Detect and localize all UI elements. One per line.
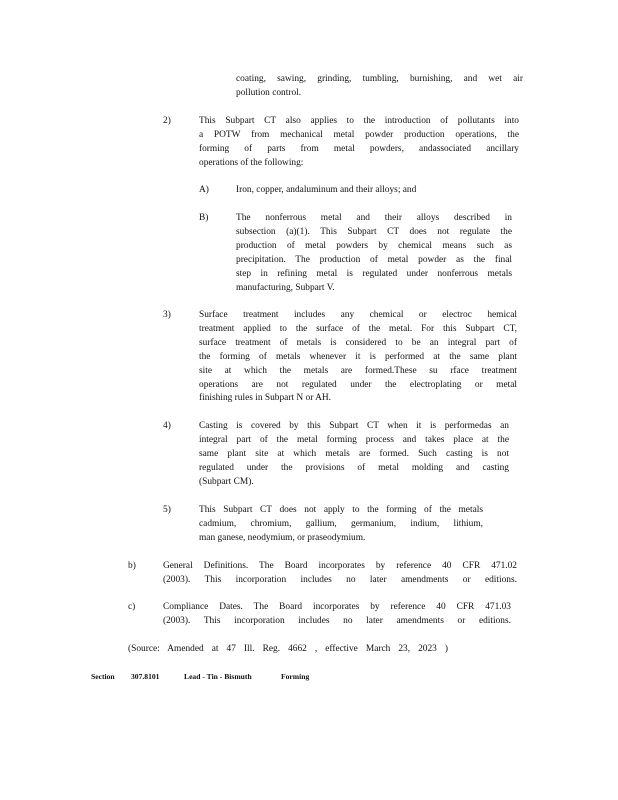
item-4-paragraph xyxy=(199,420,509,490)
text-line: step in refining metal is regulated under nonferrous metals xyxy=(236,268,512,279)
item-2-label: 2) xyxy=(163,116,171,126)
item-4-label: 4) xyxy=(163,421,171,431)
item-b-paragraph xyxy=(163,560,517,588)
section-title-suffix: Forming xyxy=(281,672,310,681)
item-b-label: b) xyxy=(128,561,136,571)
text-line: regulated under the provisions of metal molding and casting xyxy=(199,462,509,473)
text-line: (2003). This incorporation includes no later amendments or editions. xyxy=(163,615,511,626)
text-line: production of metal powders by chemical means such as xyxy=(236,240,512,251)
text-line: a POTW from mechanical metal powder production operations, the xyxy=(199,129,519,140)
item-3-label: 3) xyxy=(163,310,171,320)
item-c-paragraph xyxy=(163,601,511,629)
item-5-label: 5) xyxy=(163,505,171,515)
text-line: subsection (a)(1). This Subpart CT does not regulate the xyxy=(236,226,512,237)
text-line: Iron, copper, andaluminum and their alloys; and xyxy=(236,185,417,195)
text-line: coating, sawing, grinding, tumbling, burnishing, and wet air xyxy=(236,74,523,84)
item-2a-paragraph xyxy=(236,184,476,198)
text-line: operations of the following: xyxy=(199,157,304,168)
text-line: man ganese, neodymium, or praseodymium. xyxy=(199,532,366,543)
text-line: The nonferrous metal and their alloys described in xyxy=(236,213,512,223)
item-5-paragraph xyxy=(199,504,483,546)
text-line: (Subpart CM). xyxy=(199,476,254,487)
text-line: surface treatment of metals is considered to be an integral part of xyxy=(199,337,517,348)
text-line: This Subpart CT does not apply to the forming of the metals xyxy=(199,505,483,515)
text-line: integral part of the metal forming process and takes place at the xyxy=(199,434,509,445)
text-line: Compliance Dates. The Board incorporates by reference 40 CFR 471.03 xyxy=(163,602,511,612)
text-line: pollution control. xyxy=(236,87,302,98)
item-2-paragraph xyxy=(199,115,519,171)
section-title: Lead - Tin - Bismuth xyxy=(184,672,252,681)
item-3-paragraph xyxy=(199,309,517,406)
text-line: Surface treatment includes any chemical or electroc hemical xyxy=(199,310,517,320)
text-line: finishing rules in Subpart N or AH. xyxy=(199,393,332,404)
section-number: 307.8101 xyxy=(131,672,160,681)
text-line: operations are not regulated under the electroplating or metal xyxy=(199,379,517,390)
section-label: Section xyxy=(91,672,115,681)
text-line: General Definitions. The Board incorporates by reference 40 CFR 471.02 xyxy=(163,561,517,571)
text-line: precipitation. The production of metal powder as the final xyxy=(236,254,512,265)
text-line: same plant site at which metals are formed. Such casting is not xyxy=(199,448,509,459)
text-line: (2003). This incorporation includes no later amendments or editions. xyxy=(163,574,517,585)
text-line: forming of parts from metal powders, andassociated ancillary xyxy=(199,143,519,154)
text-line: treatment applied to the surface of the metal. For this Subpart CT, xyxy=(199,323,517,334)
item-2a-label: A) xyxy=(199,185,209,195)
text-line: manufacturing, Subpart V. xyxy=(236,282,335,293)
item-2b-label: B) xyxy=(199,213,209,223)
text-line: cadmium, chromium, gallium, germanium, indium, lithium, xyxy=(199,518,483,529)
text-line: the forming of metals whenever it is performed at the same plant xyxy=(199,351,517,362)
item-c-label: c) xyxy=(128,602,136,612)
source-note xyxy=(128,643,448,657)
source-text: (Source: Amended at 47 Ill. Reg. 4662 , effective March 23, 2023 ) xyxy=(128,644,448,654)
text-line: Casting is covered by this Subpart CT when it is performedas an xyxy=(199,421,509,431)
item-2b-paragraph xyxy=(236,212,512,295)
text-line: This Subpart CT also applies to the introduction of pollutants into xyxy=(199,116,519,126)
text-line: site at which the metals are formed.These su rface treatment xyxy=(199,365,517,376)
item1-continuation xyxy=(236,73,523,101)
